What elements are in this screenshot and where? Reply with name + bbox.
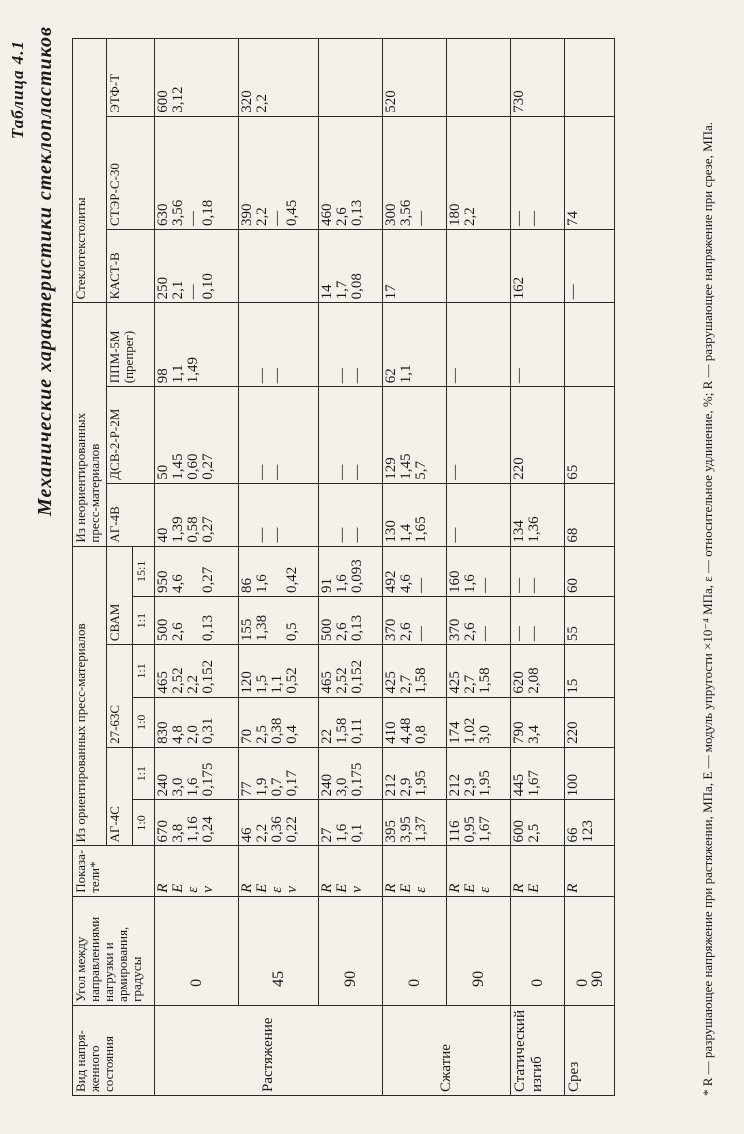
indicator-cell: R E ν — [319, 846, 383, 896]
value-cell: 160 1,6 — — [447, 546, 511, 596]
header-27-63s: 27-63С — [107, 645, 133, 748]
value-cell — [239, 229, 319, 302]
value-cell: 220 — [565, 697, 615, 747]
value-cell: — — — [319, 483, 383, 546]
value-cell: — — — [319, 387, 383, 483]
value-cell: — — — [239, 387, 319, 483]
ratio-1-1: 1:1 — [133, 747, 155, 799]
value-cell: — — [565, 229, 615, 302]
stress-mode-cell: Растяжение — [155, 1005, 383, 1095]
value-cell: 410 4,48 0,8 — [383, 697, 447, 747]
value-cell: — — — [511, 596, 565, 644]
value-cell: 55 — [565, 596, 615, 644]
value-cell: — — — [319, 303, 383, 387]
value-cell: 445 1,67 — [511, 747, 565, 799]
value-cell: 220 — [511, 387, 565, 483]
ratio-1-0: 1:0 — [133, 697, 155, 747]
value-cell: 14 1,7 0,08 — [319, 229, 383, 302]
header-ppm: ППМ-5М (препрег) — [107, 303, 155, 387]
ratio-1-1: 1:1 — [133, 596, 155, 644]
value-cell: 630 3,56 — 0,18 — [155, 116, 239, 229]
table-row — [319, 39, 383, 1096]
value-cell: 77 1,9 0,7 0,17 — [239, 747, 319, 799]
value-cell: 465 2,52 0,152 — [319, 645, 383, 697]
value-cell: 212 2,9 1,95 — [447, 747, 511, 799]
value-cell: 300 3,56 — — [383, 116, 447, 229]
angle-cell: 0 — [383, 896, 447, 1005]
value-cell: 600 3,12 — [155, 39, 239, 117]
value-cell: 425 2,7 1,58 — [447, 645, 511, 697]
value-cell: 27 1,6 0,1 — [319, 800, 383, 846]
value-cell: 60 — [565, 546, 615, 596]
angle-cell: 90 — [447, 896, 511, 1005]
value-cell: 162 — [511, 229, 565, 302]
value-cell: 950 4,6 0,27 — [155, 546, 239, 596]
value-cell: 91 1,6 0,093 — [319, 546, 383, 596]
value-cell: 174 1,02 3,0 — [447, 697, 511, 747]
angle-cell: 0 90 — [565, 896, 615, 1005]
value-cell: — — — [511, 546, 565, 596]
value-cell: — — [447, 483, 511, 546]
angle-cell: 0 — [155, 896, 239, 1005]
value-cell: — — — [511, 116, 565, 229]
value-cell — [565, 39, 615, 117]
value-cell: 130 1,4 1,65 — [383, 483, 447, 546]
ratio-1-1: 1:1 — [133, 645, 155, 697]
indicator-cell: R E ε ν — [239, 846, 319, 896]
header-etf: ЭТФ-Т — [107, 39, 155, 117]
value-cell: 40 1,39 0,58 0,27 — [155, 483, 239, 546]
value-cell: 15 — [565, 645, 615, 697]
value-cell: 62 1,1 — [383, 303, 447, 387]
table-row — [511, 39, 565, 1096]
value-cell: 180 2,2 — [447, 116, 511, 229]
value-cell: 670 3,8 1,16 0,24 — [155, 800, 239, 846]
indicator-cell: R — [565, 846, 615, 896]
value-cell: 492 4,6 — — [383, 546, 447, 596]
value-cell: — — — [239, 303, 319, 387]
value-cell: 46 2,2 0,36 0,22 — [239, 800, 319, 846]
stress-mode-cell: Сжатие — [383, 1005, 511, 1095]
angle-cell: 45 — [239, 896, 319, 1005]
table-row — [155, 39, 239, 1096]
value-cell — [447, 229, 511, 302]
value-cell: 240 3,0 0,175 — [319, 747, 383, 799]
table-row — [447, 39, 511, 1096]
value-cell — [447, 39, 511, 117]
value-cell: 620 2,08 — [511, 645, 565, 697]
value-cell: 460 2,6 0,13 — [319, 116, 383, 229]
value-cell — [319, 39, 383, 117]
value-cell — [565, 303, 615, 387]
table-title: Механические характеристики стеклопластиков — [34, 26, 56, 517]
mechanical-properties-table — [72, 38, 615, 1096]
value-cell: 500 2,6 0,13 — [155, 596, 239, 644]
indicator-cell: R E ε ν — [155, 846, 239, 896]
value-cell: 50 1,45 0,60 0,27 — [155, 387, 239, 483]
footnote: * R — разрушающее напряжение при растяжении, МПа, E — модуль упругости ×10⁻⁴ МПа, ε — относительное удлинение, %; R — разрушающее напряжение при срезе, МПа. — [700, 121, 715, 1096]
indicator-cell: R E ε — [447, 846, 511, 896]
stress-mode-cell: Срез — [565, 1005, 615, 1095]
value-cell: 86 1,6 0,42 — [239, 546, 319, 596]
value-cell: 116 0,95 1,67 — [447, 800, 511, 846]
value-cell: 500 2,6 0,13 — [319, 596, 383, 644]
value-cell: 120 1,5 1,1 0,52 — [239, 645, 319, 697]
value-cell: 370 2,6 — — [383, 596, 447, 644]
header-step: СТЭР-С-30 — [107, 116, 155, 229]
header-kast: КАСТ-В — [107, 229, 155, 302]
table-body — [155, 39, 615, 1096]
value-cell: 320 2,2 — [239, 39, 319, 117]
header-dsv: ДСВ-2-Р-2М — [107, 387, 155, 483]
header-indicators: Показа- тели* — [73, 846, 155, 896]
value-cell: 17 — [383, 229, 447, 302]
value-cell: 212 2,9 1,95 — [383, 747, 447, 799]
table-number: Таблица 4.1 — [8, 40, 27, 139]
angle-cell: 90 — [319, 896, 383, 1005]
value-cell: 465 2,52 2,2 0,152 — [155, 645, 239, 697]
value-cell: 22 1,58 0,11 — [319, 697, 383, 747]
angle-cell: 0 — [511, 896, 565, 1005]
table-row — [239, 39, 319, 1096]
value-cell: 66 123 — [565, 800, 615, 846]
header-oriented: Из ориентированных пресс-материалов — [73, 546, 107, 846]
value-cell: 520 — [383, 39, 447, 117]
value-cell: 730 — [511, 39, 565, 117]
indicator-cell: R E — [511, 846, 565, 896]
value-cell: 240 3,0 1,6 0,175 — [155, 747, 239, 799]
table-row — [565, 39, 615, 1096]
header-non-oriented: Из неориентированных пресс-материалов — [73, 303, 107, 546]
value-cell: 100 — [565, 747, 615, 799]
header-angle: Угол между направлениями нагрузки и армирования, градусы — [73, 896, 155, 1005]
header-ag4v: АГ-4В — [107, 483, 155, 546]
value-cell: 74 — [565, 116, 615, 229]
ratio-1-0: 1:0 — [133, 800, 155, 846]
value-cell: — — [447, 303, 511, 387]
value-cell: 600 2,5 — [511, 800, 565, 846]
value-cell: — — — [239, 483, 319, 546]
value-cell: 134 1,36 — [511, 483, 565, 546]
stress-mode-cell: Статический изгиб — [511, 1005, 565, 1095]
value-cell: — — [447, 387, 511, 483]
value-cell: 65 — [565, 387, 615, 483]
value-cell: 790 3,4 — [511, 697, 565, 747]
value-cell: 250 2,1 — 0,10 — [155, 229, 239, 302]
value-cell: 70 2,5 0,38 0,4 — [239, 697, 319, 747]
value-cell: — — [511, 303, 565, 387]
value-cell: 68 — [565, 483, 615, 546]
value-cell: 425 2,7 1,58 — [383, 645, 447, 697]
header-mode: Вид напря- женного состояния — [73, 1005, 155, 1095]
value-cell: 390 2,2 — 0,45 — [239, 116, 319, 229]
value-cell: 155 1,38 0,5 — [239, 596, 319, 644]
value-cell: 370 2,6 — — [447, 596, 511, 644]
header-glass-textolite: Стеклотекстолиты — [73, 39, 107, 303]
value-cell: 395 3,95 1,37 — [383, 800, 447, 846]
value-cell: 129 1,45 5,7 — [383, 387, 447, 483]
value-cell: 830 4,8 2,0 0,31 — [155, 697, 239, 747]
ratio-15-1: 15:1 — [133, 546, 155, 596]
header-svam: СВАМ — [107, 546, 133, 645]
value-cell: 98 1,1 1,49 — [155, 303, 239, 387]
table-row — [383, 39, 447, 1096]
header-ag4s: АГ-4С — [107, 747, 133, 846]
indicator-cell: R E ε — [383, 846, 447, 896]
